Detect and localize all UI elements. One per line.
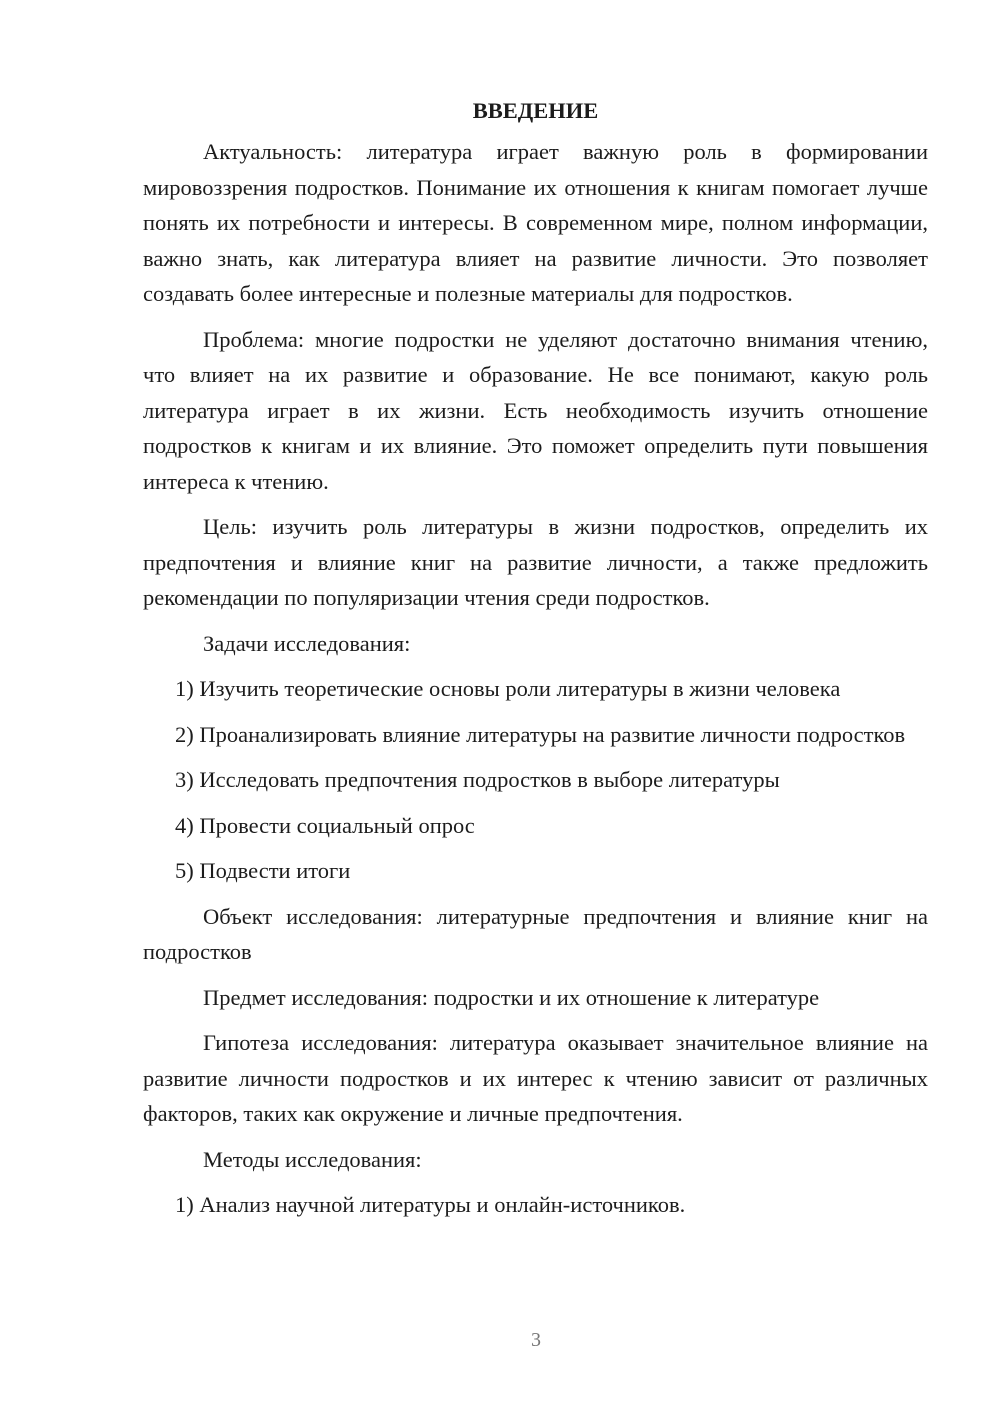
task-item-2: 2) Проанализировать влияние литературы на развитие личности подростков bbox=[175, 721, 906, 747]
tasks-heading: Задачи исследования: bbox=[203, 630, 411, 656]
document-page bbox=[143, 93, 928, 1233]
problem-paragraph: Проблема: многие подростки не уделяют достаточно внимания чтению, что влияет на их развитие и образование. Не все понимают, какую роль литература играет в их жизни. Есть необходимость изучить отношение подростков к книгам и их влияние. Это поможет определить пути повышения интереса к чтению. bbox=[143, 326, 928, 494]
section-title: ВВЕДЕНИЕ bbox=[472, 98, 599, 123]
methods-heading: Методы исследования: bbox=[203, 1146, 422, 1172]
page-number: 3 bbox=[531, 1329, 541, 1351]
hypothesis-paragraph: Гипотеза исследования: литература оказывает значительное влияние на развитие личности подростков и их интерес к чтению зависит от различных факторов, таких как окружение и личные предпочтения. bbox=[143, 1030, 928, 1126]
object-paragraph: Объект исследования: литературные предпочтения и влияние книг на подростков bbox=[143, 903, 928, 964]
goal-paragraph: Цель: изучить роль литературы в жизни подростков, определить их предпочтения и влияние книг на развитие личности, а также предложить рекомендации по популяризации чтения среди подростков. bbox=[143, 514, 928, 610]
task-item-4: 4) Провести социальный опрос bbox=[175, 812, 475, 838]
subject-paragraph: Предмет исследования: подростки и их отношение к литературе bbox=[203, 984, 820, 1010]
relevance-paragraph: Актуальность: литература играет важную роль в формировании мировоззрения подростков. Понимание их отношения к книгам помогает лучше понять их потребности и интересы. В современном мире, полном информации, важно знать, как литература влияет на развитие личности. Это позволяет создавать более интересные и полезные материалы для подростков. bbox=[143, 139, 928, 306]
task-item-3: 3) Исследовать предпочтения подростков в выборе литературы bbox=[175, 767, 780, 792]
task-item-5: 5) Подвести итоги bbox=[175, 858, 351, 883]
task-item-1: 1) Изучить теоретические основы роли литературы в жизни человека bbox=[175, 676, 841, 701]
method-item-1: 1) Анализ научной литературы и онлайн-источников. bbox=[175, 1192, 686, 1217]
